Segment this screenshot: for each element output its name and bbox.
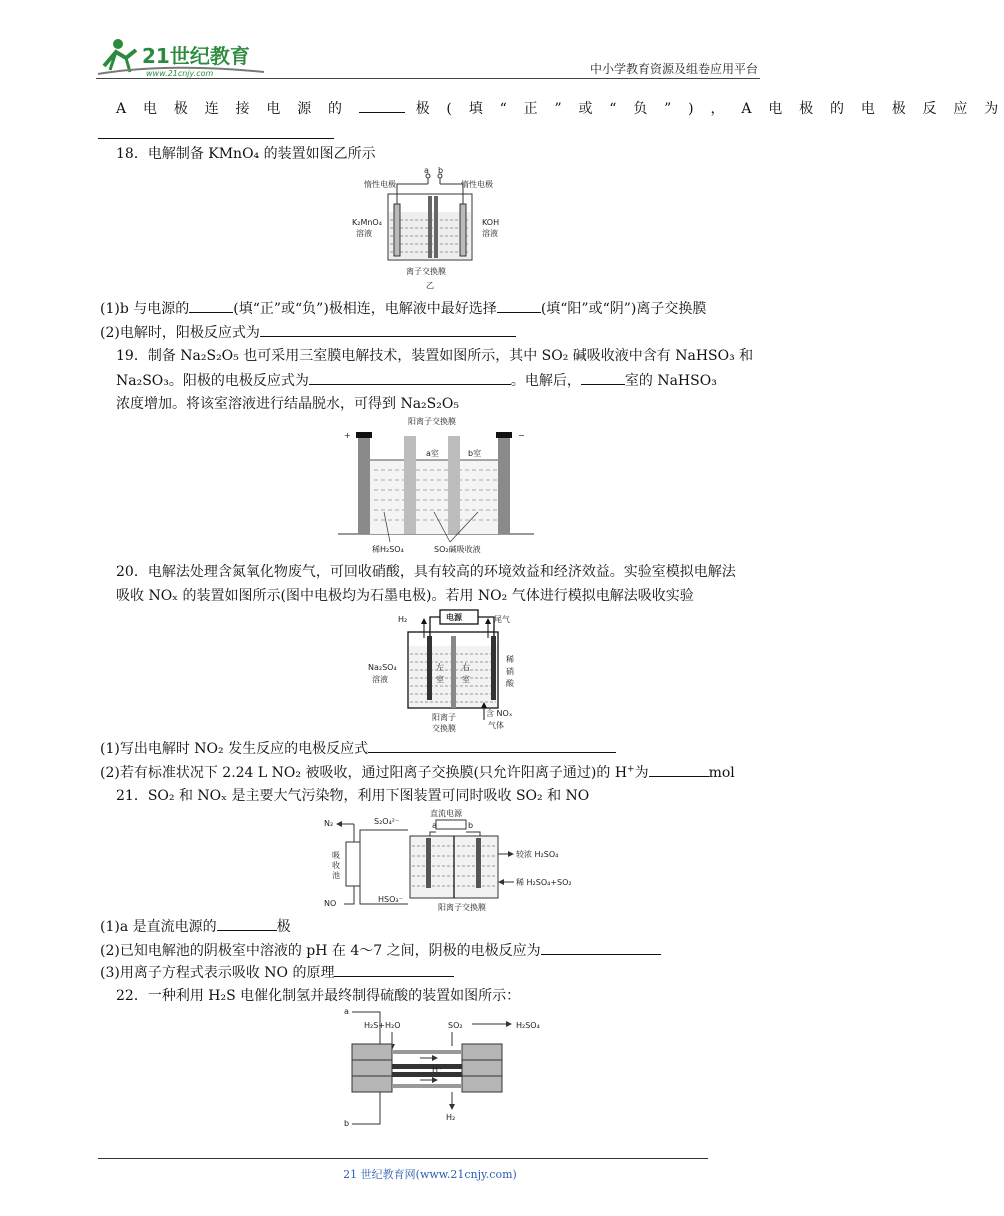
svg-text:b: b xyxy=(468,821,474,830)
q18-part1: (1)b 与电源的 (填“正”或“负”)极相连，电解液中最好选择 (填“阳”或“阴”)离子交换膜 xyxy=(100,298,706,319)
q19-left-solution: 稀H₂SO₄ xyxy=(372,545,404,554)
hplus-label: H⁺ xyxy=(432,1065,443,1074)
q22-stem: 22．一种利用 H₂S 电催化制氢并最终制得硫酸的装置如图所示： xyxy=(116,988,521,1004)
svg-text:硝: 硝 xyxy=(506,667,514,676)
plus-sign: + xyxy=(344,431,351,440)
q18-figure xyxy=(340,164,520,294)
svg-text:溶液: 溶液 xyxy=(356,229,372,238)
header-divider xyxy=(96,78,760,79)
svg-text:a: a xyxy=(432,821,437,830)
n2-label: N₂ xyxy=(324,819,334,828)
q22-figure xyxy=(340,1008,540,1132)
so2-label: SO₂ xyxy=(448,1021,463,1030)
q19-line3: 浓度增加。将该室溶液进行结晶脱水，可得到 Na₂S₂O₅ xyxy=(116,396,459,412)
minus-sign: − xyxy=(518,431,525,440)
q22-b: b xyxy=(344,1119,350,1128)
q19-right-solution: SO₂碱吸收液 xyxy=(434,545,481,554)
q21-part3: (3)用离子方程式表示吸收 NO 的原理 xyxy=(100,962,454,983)
q21-part2: (2)已知电解池的阴极室中溶液的 pH 在 4～7 之间，阴极的电极反应为 xyxy=(100,940,661,961)
logo-text: 21世纪教育 xyxy=(142,44,250,68)
q20-line1: 20．电解法处理含氮氧化物废气，可回收硝酸，具有较高的环境效益和经济效益。实验室模拟电解法 xyxy=(116,564,736,580)
svg-text:右: 右 xyxy=(462,663,470,672)
q20-right-solution: 稀 xyxy=(506,655,514,664)
room-b: b室 xyxy=(468,449,482,458)
q18-left-electrode: 惰性电极 xyxy=(364,180,396,189)
dilute-h2so4: 稀 H₂SO₄+SO₂ xyxy=(516,878,572,887)
q20-left-solution: Na₂SO₄ xyxy=(368,663,397,672)
q20-membrane: 阳离子 xyxy=(432,713,456,722)
q20-gas: 含 NOₓ xyxy=(486,709,513,718)
room-a: a室 xyxy=(426,449,439,458)
q18-stem: 18．电解制备 KMnO₄ 的装置如图乙所示 xyxy=(116,146,376,162)
svg-text:室: 室 xyxy=(436,675,444,684)
q17-line: A 电 极 连 接 电 源 的 极 ( 填 “ 正 ” 或 “ 负 ” ) ， A 电 极 的 电 极 反 应 为 xyxy=(116,98,1004,119)
q18-right-solution: KOH xyxy=(482,218,500,227)
footer-site[interactable]: 21 世纪教育网(www.21cnjy.com) xyxy=(343,1168,517,1181)
q20-figure xyxy=(364,608,524,736)
svg-text:室: 室 xyxy=(462,675,470,684)
q18-caption: 乙 xyxy=(426,281,434,290)
q20-part1: (1)写出电解时 NO₂ 发生反应的电极反应式 xyxy=(100,738,616,759)
q17-blank-reaction xyxy=(98,124,334,139)
svg-text:气体: 气体 xyxy=(488,721,504,730)
h2-label: H₂ xyxy=(398,615,408,624)
label-b: b xyxy=(438,166,444,175)
q18-left-solution: K₂MnO₄ xyxy=(352,218,382,227)
logo xyxy=(96,36,266,80)
svg-text:交换膜: 交换膜 xyxy=(432,724,456,733)
dc-power: 直流电源 xyxy=(430,809,462,818)
q18-membrane: 离子交换膜 xyxy=(406,267,446,276)
q21-membrane: 阳离子交换膜 xyxy=(438,903,486,912)
svg-text:左: 左 xyxy=(436,663,444,672)
q20-part2: (2)若有标准状况下 2.24 L NO₂ 被吸收，通过阳离子交换膜(只允许阳离子通过)的 H+为 mol xyxy=(100,762,735,783)
s2o4-label: S₂O₄²⁻ xyxy=(374,817,400,826)
tail-gas: 尾气 xyxy=(494,615,510,624)
q19-figure xyxy=(338,416,538,560)
q20-line2: 吸收 NOₓ 的装置如图所示(图中电极均为石墨电极)。若用 NO₂ 气体进行模拟电解法吸收实验 xyxy=(116,588,694,604)
svg-text:收: 收 xyxy=(332,861,340,870)
q21-part1: (1)a 是直流电源的 极 xyxy=(100,916,291,937)
q18-right-electrode: 惰性电极 xyxy=(461,180,493,189)
q21-stem: 21．SO₂ 和 NOₓ 是主要大气污染物，利用下图装置可同时吸收 SO₂ 和 NO xyxy=(116,788,590,804)
svg-text:池: 池 xyxy=(332,871,340,880)
q17-blank-pole xyxy=(359,98,405,113)
q19-line2: Na₂SO₃。阳极的电极反应式为 。电解后， 室的 NaHSO₃ xyxy=(116,370,717,391)
svg-text:溶液: 溶液 xyxy=(372,675,388,684)
logo-url: www.21cnjy.com xyxy=(146,69,214,78)
h2so4-label: H₂SO₄ xyxy=(516,1021,540,1030)
power-source: 电源 xyxy=(446,613,462,622)
q19-line1: 19．制备 Na₂S₂O₅ 也可采用三室膜电解技术，装置如图所示，其中 SO₂ 碱吸收液中含有 NaHSO₃ 和 xyxy=(116,348,754,364)
label-a: a xyxy=(424,166,429,175)
h2s-label: H₂S+H₂O xyxy=(364,1021,401,1030)
conc-h2so4: 较浓 H₂SO₄ xyxy=(516,850,559,859)
svg-text:溶液: 溶液 xyxy=(482,229,498,238)
q19-membrane: 阳离子交换膜 xyxy=(408,417,456,426)
svg-text:酸: 酸 xyxy=(506,679,514,688)
page-header xyxy=(96,36,760,82)
no-label: NO xyxy=(324,899,337,908)
q22-a: a xyxy=(344,1007,349,1016)
q21-figure xyxy=(320,806,570,916)
h2-label: H₂ xyxy=(446,1113,456,1122)
q18-part2: (2)电解时，阳极反应式为 xyxy=(100,322,516,343)
svg-text:吸: 吸 xyxy=(332,851,340,860)
hso3-label: HSO₃⁻ xyxy=(378,895,403,904)
platform-title: 中小学教育资源及组卷应用平台 xyxy=(589,62,758,76)
footer-divider xyxy=(98,1158,708,1159)
